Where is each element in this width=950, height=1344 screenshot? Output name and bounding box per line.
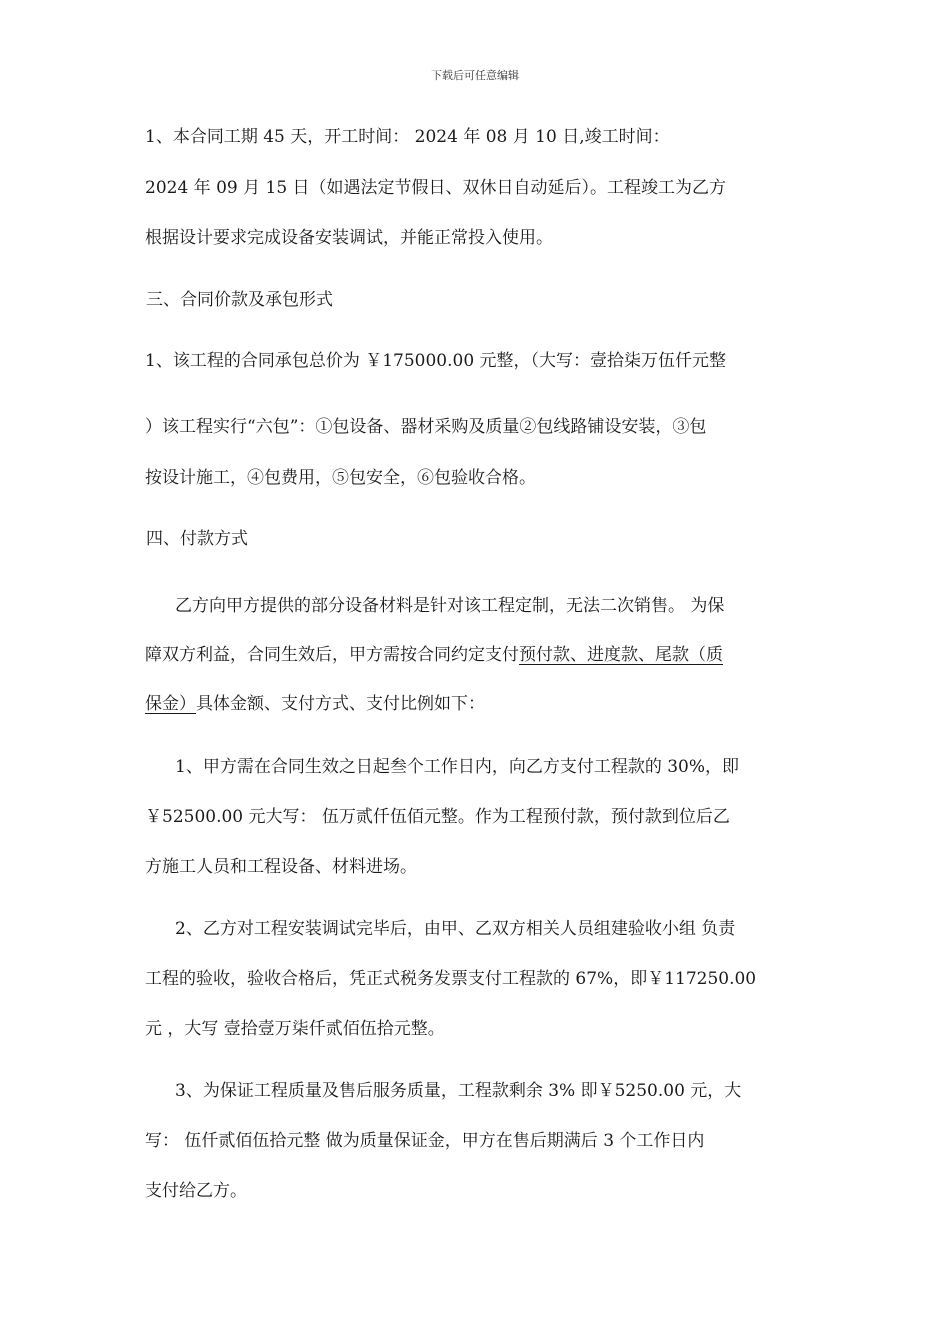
- text-line: 支付给乙方。: [145, 1181, 247, 1201]
- text-line: 写： 伍仟贰佰伍拾元整 做为质量保证金，甲方在售后期满后 3 个工作日内: [145, 1131, 705, 1151]
- text-line: 3、为保证工程质量及售后服务质量，工程款剩余 3% 即￥5250.00 元，大: [175, 1081, 742, 1101]
- text-line: 方施工人员和工程设备、材料进场。: [145, 857, 417, 877]
- text-span: 具体金额、支付方式、支付比例如下：: [196, 694, 485, 714]
- text-line: 1、甲方需在合同生效之日起叁个工作日内，向乙方支付工程款的 30%，即: [175, 757, 740, 777]
- text-span: 障双方利益，合同生效后，甲方需按合同约定支付: [145, 645, 519, 665]
- text-line: 根据设计要求完成设备安装调试，并能正常投入使用。: [145, 228, 553, 248]
- text-line: ）该工程实行“六包”：①包设备、器材采购及质量②包线路铺设安装，③包: [145, 417, 707, 437]
- text-line: [145, 643, 815, 667]
- underlined-text: 预付款、进度款、尾款（质: [519, 645, 723, 665]
- underlined-text: 保金）: [145, 694, 196, 714]
- text-line: 元 ，大写 壹拾壹万柒仟贰佰伍拾元整。: [145, 1019, 445, 1039]
- text-line: 工程的验收，验收合格后，凭正式税务发票支付工程款的 67%，即￥117250.00: [145, 969, 757, 989]
- section-heading: 三、合同价款及承包形式: [146, 290, 333, 310]
- text-line: 按设计施工，④包费用，⑤包安全，⑥包验收合格。: [145, 468, 536, 488]
- text-line: ￥52500.00 元大写： 伍万贰仟伍佰元整。作为工程预付款，预付款到位后乙: [145, 807, 730, 827]
- text-line: 2、乙方对工程安装调试完毕后，由甲、乙双方相关人员组建验收小组 负责: [175, 919, 736, 939]
- text-line: [145, 692, 815, 716]
- text-line: 乙方向甲方提供的部分设备材料是针对该工程定制，无法二次销售。 为保: [175, 596, 725, 616]
- text-line: 1、本合同工期 45 天，开工时间： 2024 年 08 月 10 日,竣工时间：: [145, 127, 670, 147]
- section-heading: 四、付款方式: [146, 529, 248, 549]
- header-note: 下载后可任意编辑: [431, 69, 519, 82]
- text-line: 1、该工程的合同承包总价为 ￥175000.00 元整，（大写：壹拾柒万伍仟元整: [145, 351, 727, 371]
- text-line: 2024 年 09 月 15 日（如遇法定节假日、双休日自动延后）。工程竣工为乙方: [145, 178, 727, 198]
